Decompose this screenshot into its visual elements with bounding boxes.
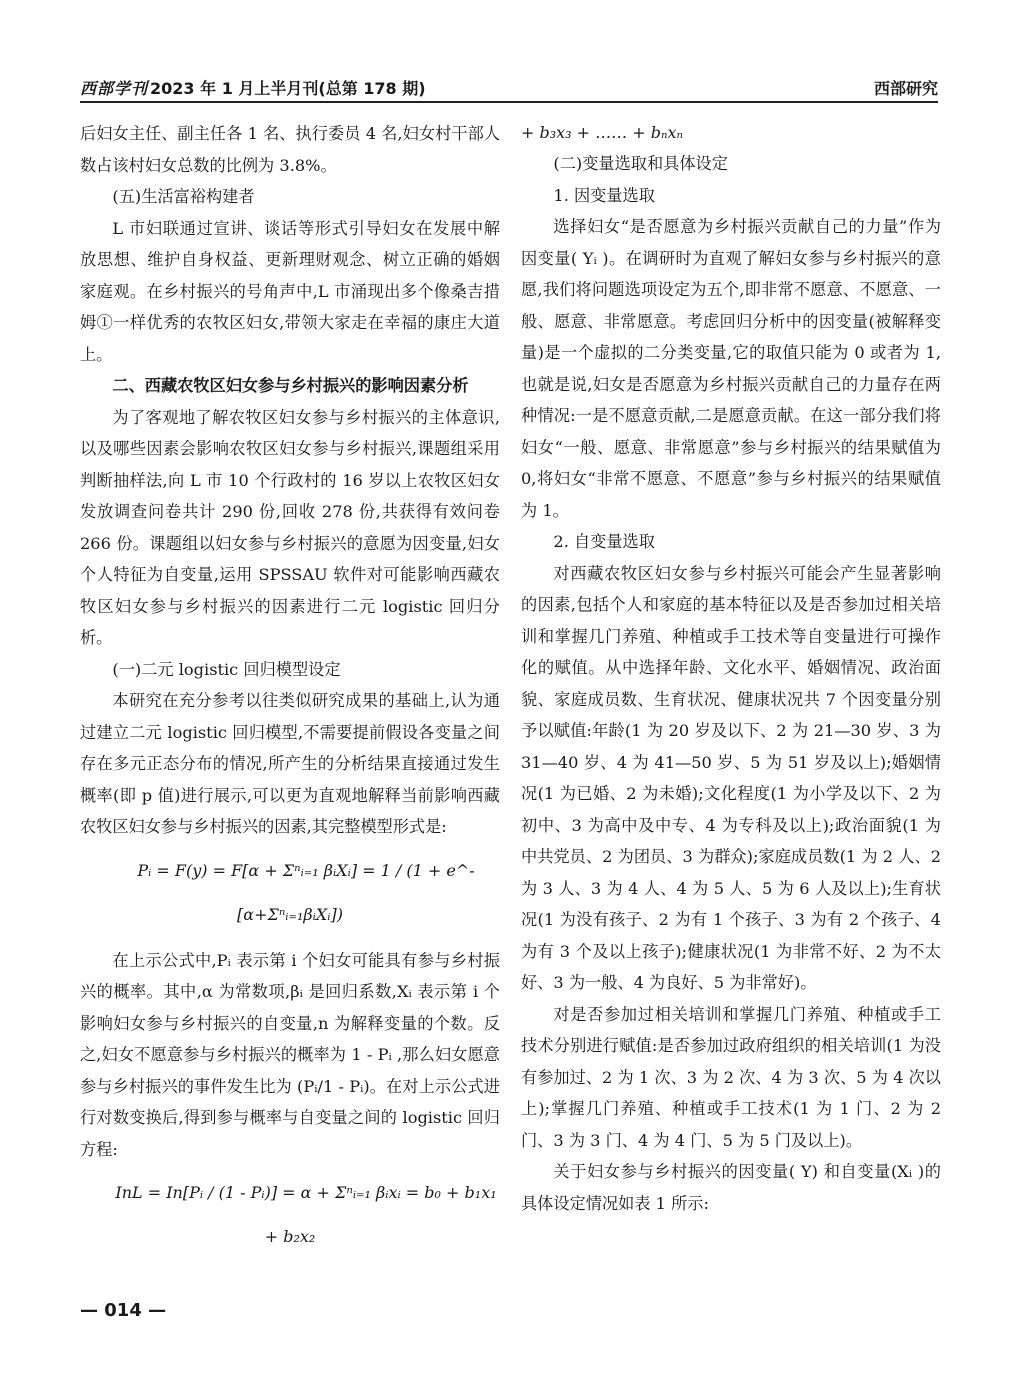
- journal-logo: 西部学刊: [80, 79, 149, 98]
- equation-logit: InL = In[Pᵢ / (1 - Pᵢ)] = α + Σⁿᵢ₌₁ βᵢxᵢ = b₀ + b₁x₁ + b₂x₂: [115, 1183, 497, 1246]
- paragraph: L 市妇联通过宣讲、谈话等形式引导妇女在发展中解放思想、维护自身权益、更新理财观念、树立正确的婚姻家庭观。在乡村振兴的号角声中,L 市涌现出多个像桑吉措姆①一样优秀的农牧区妇女,带领大家走在幸福的康庄大道上。: [80, 218, 500, 364]
- numbered-heading: 2. 自变量选取: [553, 532, 655, 551]
- running-header: [80, 72, 938, 100]
- paragraph: 本研究在充分参考以往类似研究成果的基础上,认为通过建立二元 logistic 回归模型,不需要提前假设各变量之间存在多元正态分布的情况,所产生的分析结果直接通过发生概率(即 p 值)进行展示,可以更为直观地解释当前影响西藏农牧区妇女参与乡村振兴的因素,其完整模型形式是:: [80, 691, 500, 836]
- right-column: [521, 118, 941, 1219]
- subsection-heading: (二)变量选取和具体设定: [553, 154, 728, 173]
- section-heading: 二、西藏农牧区妇女参与乡村振兴的影响因素分析: [112, 376, 469, 395]
- paragraph: 选择妇女“是否愿意为乡村振兴贡献自己的力量”作为因变量( Yᵢ )。在调研时为直观了解妇女参与乡村振兴的意愿,我们将问题选项设定为五个,即非常不愿意、不愿意、一般、愿意、非常愿意。考虑回归分析中的因变量(被解释变量)是一个虚拟的二分类变量,它的取值只能为 0 或者为 1,也就是说,妇女是否愿意为乡村振兴贡献自己的力量存在两种情况:一是不愿意贡献,二是愿意贡献。在这一部分我们将妇女“一般、愿意、非常愿意”参与乡村振兴的结果赋值为 0,将妇女“非常不愿意、不愿意”参与乡村振兴的结果赋值为 1。: [521, 217, 941, 520]
- page-number: — 014 —: [80, 1300, 167, 1321]
- paragraph: 后妇女主任、副主任各 1 名、执行委员 4 名,妇女村干部人数占该村妇女总数的比例为 3.8%。: [80, 124, 500, 175]
- equation-probability: Pᵢ = F(y) = F[α + Σⁿᵢ₌₁ βᵢXᵢ] = 1 / (1 + e^-[α+Σⁿᵢ₌₁βᵢXᵢ]): [137, 860, 475, 924]
- paragraph: 对西藏农牧区妇女参与乡村振兴可能会产生显著影响的因素,包括个人和家庭的基本特征以及是否参加过相关培训和掌握几门养殖、种植或手工技术等自变量进行可操作化的赋值。从中选择年龄、文化水平、婚姻情况、政治面貌、家庭成员数、生育状况、健康状况共 7 个因变量分别予以赋值:年龄(1 为 20 岁及以下、2 为 21—30 岁、3 为 31—40 岁、4 为 41—50 岁、5 为 51 岁及以上);婚姻情况(1 为已婚、2 为未婚);文化程度(1 为小学及以下、2 为初中、3 为高中及中专、4 为专科及以上);政治面貌(1 为中共党员、2 为团员、3 为群众);家庭成员数(1 为 2 人、2 为 3 人、3 为 4 人、4 为 5 人、5 为 6 人及以上);生育状况(1 为没有孩子、2 为有 1 个孩子、3 为有 2 个孩子、4 为有 3 个及以上孩子);健康状况(1 为非常不好、2 为不太好、3 为一般、4 为良好、5 为非常好)。: [521, 563, 941, 992]
- subsection-heading: (五)生活富裕构建者: [112, 187, 255, 206]
- paragraph: 为了客观地了解农牧区妇女参与乡村振兴的主体意识,以及哪些因素会影响农牧区妇女参与乡村振兴,课题组采用判断抽样法,向 L 市 10 个行政村的 16 岁以上农牧区妇女发放调查问卷共计 290 份,回收 278 份,共获得有效问卷 266 份。课题组以妇女参与乡村振兴的意愿为因变量,妇女个人特征为自变量,运用 SPSSAU 软件对可能影响西藏农牧区妇女参与乡村振兴的因素进行二元 logistic 回归分析。: [80, 407, 500, 647]
- issue-info: 2023 年 1 月上半月刊(总第 178 期): [150, 79, 426, 98]
- section-title: 西部研究: [873, 79, 938, 98]
- paragraph: 在上示公式中,Pᵢ 表示第 i 个妇女可能具有参与乡村振兴的概率。其中,α 为常数项,βᵢ 是回归系数,Xᵢ 表示第 i 个影响妇女参与乡村振兴的自变量,n 为解释变量的个数。反之,妇女不愿意参与乡村振兴的概率为 1 - Pᵢ ,那么妇女愿意参与乡村振兴的事件发生比为 (Pᵢ/1 - Pᵢ)。在对上示公式进行对数变换后,得到参与概率与自变量之间的 logistic 回归方程:: [80, 950, 500, 1159]
- left-column: [80, 118, 500, 1267]
- header-rule: [80, 101, 938, 103]
- numbered-heading: 1. 因变量选取: [553, 185, 655, 205]
- equation-continuation: + b₃x₃ + …… + bₙxₙ: [521, 123, 683, 142]
- paragraph: 关于妇女参与乡村振兴的因变量( Y) 和自变量(Xᵢ )的具体设定情况如表 1 所示:: [521, 1162, 941, 1213]
- header-left: [80, 76, 426, 99]
- paragraph: 对是否参加过相关培训和掌握几门养殖、种植或手工技术分别进行赋值:是否参加过政府组织的相关培训(1 为没有参加过、2 为 1 次、3 为 2 次、4 为 3 次、5 为 4 次以上);掌握几门养殖、种植或手工技术(1 为 1 门、2 为 2 门、3 为 3 门、4 为 4 门、5 为 5 门及以上)。: [521, 1004, 941, 1150]
- subsection-heading: (一)二元 logistic 回归模型设定: [112, 659, 341, 679]
